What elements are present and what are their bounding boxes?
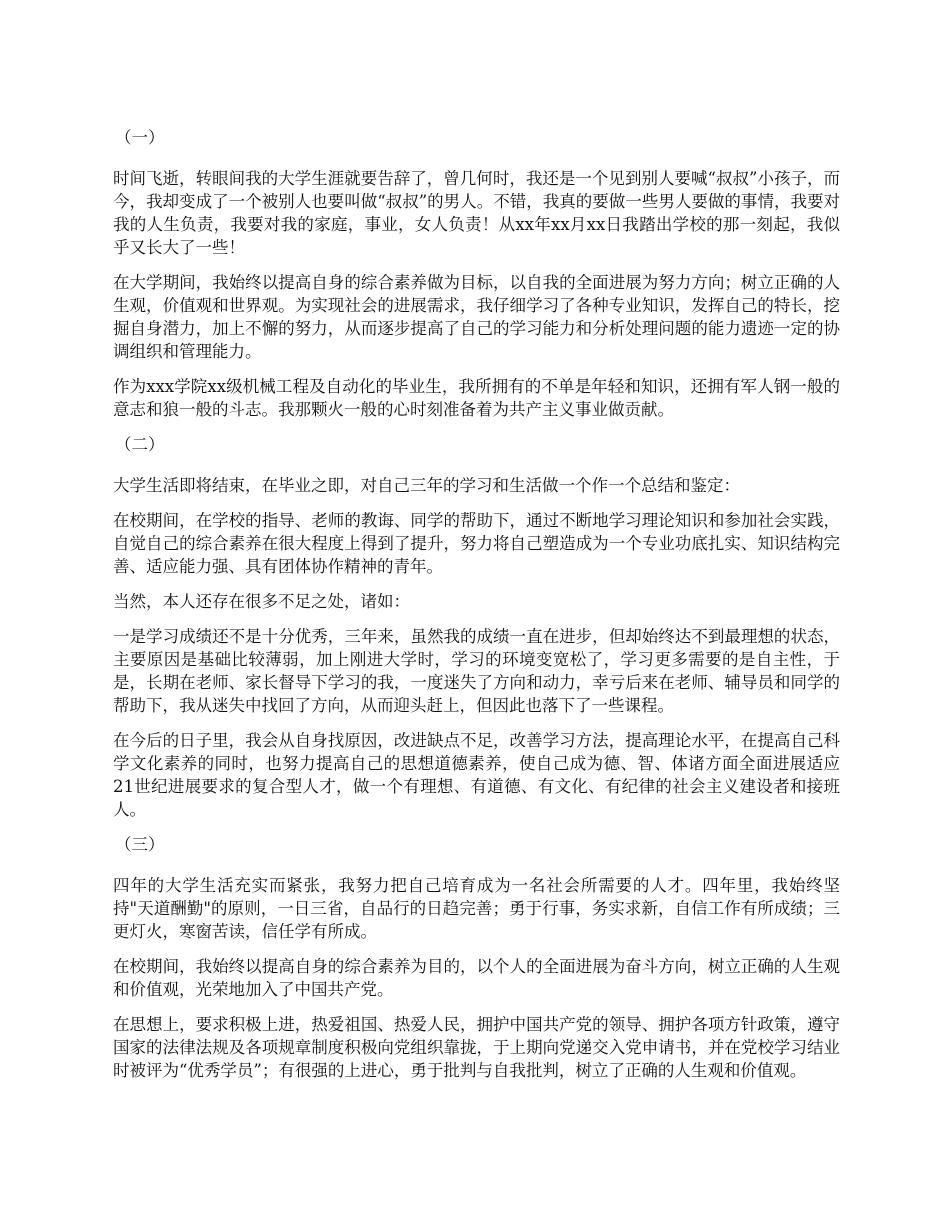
paragraph: 作为xxx学院xx级机械工程及自动化的毕业生，我所拥有的不单是年轻和知识，还拥有军人钢一般的意志和狼一般的斗志。我那颗火一般的心时刻准备着为共产主义事业做贡献。 (113, 377, 840, 419)
paragraph: 在大学期间，我始终以提高自身的综合素养做为目标，以自我的全面进展为努力方向；树立正确的人生观，价值观和世界观。为实现社会的进展需求，我仔细学习了各种专业知识，发挥自己的特长，挖掘自身潜力，加上不懈的努力，从而逐步提高了自己的学习能力和分析处理问题的能力遗迹一定的协调组织和管理能力。 (113, 273, 840, 361)
paragraph: 大学生活即将结束，在毕业之即，对自己三年的学习和生活做一个作一个总结和鉴定： (113, 476, 740, 495)
paragraph: 时间飞逝，转眼间我的大学生涯就要告辞了，曾几何时，我还是一个见到别人要喊“叔叔”小孩子，而今，我却变成了一个被别人也要叫做“叔叔”的男人。不错，我真的要做一些男人要做的事情，我要对我的人生负责，我要对我的家庭，事业，女人负责！从xx年xx月xx日我踏出学校的那一刻起，我似乎又长大了一些！ (113, 169, 840, 257)
section-heading: （二） (115, 435, 165, 454)
section-heading: （三） (115, 835, 165, 854)
section-heading: （一） (115, 128, 165, 147)
section-1 (113, 126, 840, 421)
paragraph: 一是学习成绩还不是十分优秀，三年来，虽然我的成绩一直在进步，但却始终达不到最理想的状态，主要原因是基础比较薄弱，加上刚进大学时，学习的环境变宽松了，学习更多需要的是自主性，于是，长期在老师、家长督导下学习的我，一度迷失了方向和动力，幸亏后来在老师、辅导员和同学的帮助下，我从迷失中找回了方向，从而迎头赶上，但因此也落下了一些课程。 (113, 627, 840, 715)
paragraph: 在今后的日子里，我会从自身找原因，改进缺点不足，改善学习方法，提高理论水平，在提高自己科学文化素养的同时，也努力提高自己的思想道德素养，使自己成为德、智、体诸方面全面进展适应21世纪进展要求的复合型人才，做一个有理想、有道德、有文化、有纪律的社会主义建设者和接班人。 (113, 731, 840, 819)
paragraph: 当然，本人还存在很多不足之处，诸如： (113, 592, 410, 611)
paragraph: 在思想上，要求积极上进，热爱祖国、热爱人民，拥护中国共产党的领导、拥护各项方针政策，遵守国家的法律法规及各项规章制度积极向党组织靠拢，于上期向党递交入党申请书，并在党校学习结业时被评为“优秀学员”；有很强的上进心，勇于批判与自我批判，树立了正确的人生观和价值观。 (113, 1015, 840, 1080)
section-2 (113, 433, 840, 821)
document-page (113, 126, 840, 1094)
paragraph: 在校期间，我始终以提高自身的综合素养为目的，以个人的全面进展为奋斗方向，树立正确的人生观和价值观，光荣地加入了中国共产党。 (113, 957, 840, 999)
paragraph: 四年的大学生活充实而紧张，我努力把自己培育成为一名社会所需要的人才。四年里，我始终坚持"天道酬勤"的原则，一日三省，自品行的日趋完善；勇于行事，务实求新，自信工作有所成绩；三更灯火，寒窗苦读，信任学有所成。 (113, 876, 840, 941)
section-3 (113, 833, 840, 1082)
paragraph: 在校期间，在学校的指导、老师的教诲、同学的帮助下，通过不断地学习理论知识和参加社会实践，自觉自己的综合素养在很大程度上得到了提升，努力将自己塑造成为一个专业功底扎实、知识结构完善、适应能力强、具有团体协作精神的青年。 (113, 511, 840, 576)
